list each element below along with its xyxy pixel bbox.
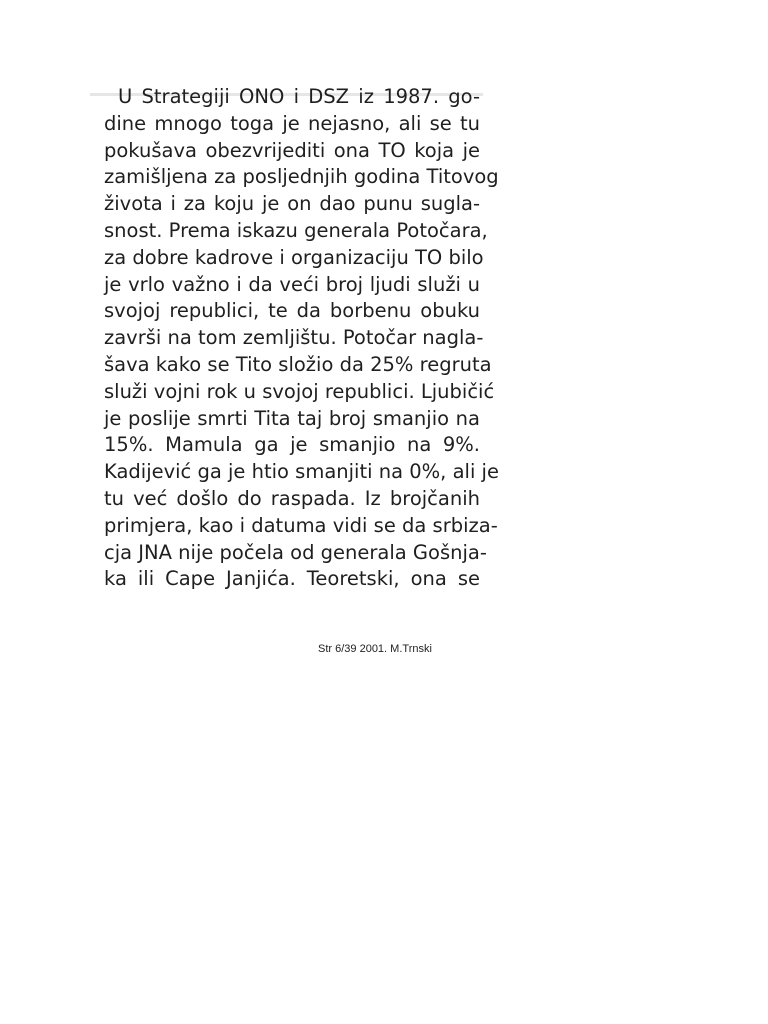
text-line: pokušava obezvrijediti ona TO koja je — [104, 138, 480, 162]
text-line: služi vojni rok u svojoj republici. Ljubičić — [104, 379, 495, 403]
text-line: 15%. Mamula ga je smanjio na 9%. — [104, 433, 480, 457]
text-line: svojoj republici, te da borbenu obuku — [104, 299, 480, 323]
text-line: dine mnogo toga je nejasno, ali se tu — [104, 111, 480, 135]
text-line: šava kako se Tito složio da 25% regruta — [104, 352, 492, 376]
text-line: Kadijević ga je htio smanjiti na 0%, ali je — [104, 460, 499, 484]
text-line: za dobre kadrove i organizaciju TO bilo — [104, 245, 484, 269]
text-line: života i za koju je on dao punu sugla- — [104, 192, 480, 216]
text-line: U Strategiji ONO i DSZ iz 1987. go- — [118, 85, 480, 108]
text-line: tu već došlo do raspada. Iz brojčanih — [104, 486, 480, 510]
text-line: je vrlo važno i da veći broj ljudi služi u — [104, 272, 480, 296]
scanned-text-block — [104, 84, 499, 593]
text-line: ka ili Cape Janjića. Teoretski, ona se — [104, 567, 480, 591]
page-footer: Str 6/39 2001. M.Trnski — [318, 643, 432, 655]
text-line: snost. Prema iskazu generala Potočara, — [104, 218, 488, 242]
text-line: cja JNA nije počela od generala Gošnja- — [104, 540, 487, 564]
text-line: zamišljena za posljednjih godina Titovog — [104, 165, 499, 189]
text-line: primjera, kao i datuma vidi se da srbiza- — [104, 513, 498, 537]
text-line: je poslije smrti Tita taj broj smanjio na — [104, 406, 480, 430]
text-line: završi na tom zemljištu. Potočar nagla- — [104, 326, 484, 350]
